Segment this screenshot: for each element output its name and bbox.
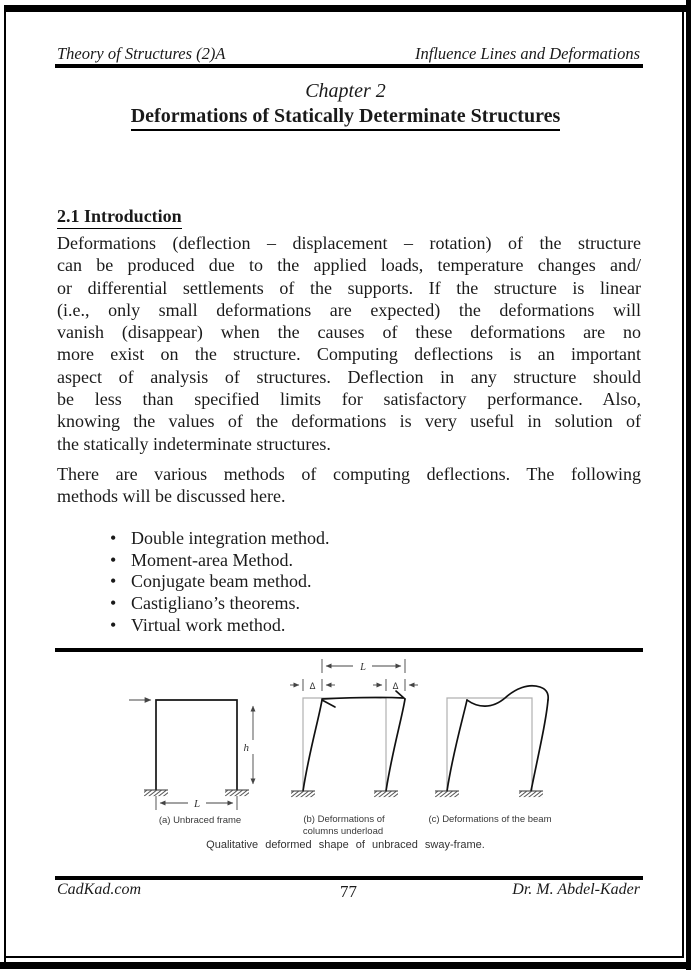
page-border-top <box>4 5 691 12</box>
paragraph-line: Deformations (deflection – displacement – rotation) of the structure <box>57 233 641 253</box>
dim-label-L: L <box>193 798 201 810</box>
paragraph-line: knowing the values of the deformations is very useful in solution of <box>57 411 641 432</box>
fixed-support-icon <box>144 790 168 796</box>
paragraph-line: can be produced due to the applied loads, temperature changes and/ <box>57 255 641 276</box>
paragraph-line: methods will be discussed here. <box>57 486 286 507</box>
bullet-icon: • <box>110 593 117 614</box>
list-item <box>110 593 580 615</box>
methods-list <box>110 528 580 637</box>
list-item <box>110 528 580 550</box>
methods-paragraph <box>57 463 641 508</box>
header-course-title: Theory of Structures (2)A <box>57 44 226 66</box>
page-border-right-outer <box>686 0 691 970</box>
fixed-support-icon <box>225 790 249 796</box>
paragraph-line: or differential settlements of the supports. If the structure is linear <box>57 277 641 298</box>
sub-caption-c: (c) Deformations of the beam <box>428 814 552 825</box>
page-number: 77 <box>340 882 357 901</box>
list-item <box>110 550 580 572</box>
paragraph-line: vanish (disappear) when the causes of these deformations are no <box>57 322 641 343</box>
bullet-icon: • <box>110 528 117 548</box>
chapter-label: Chapter 2 <box>305 80 386 102</box>
list-item-text: Castigliano’s theorems. <box>131 593 300 614</box>
bullet-icon: • <box>110 549 117 570</box>
page-title <box>0 105 691 131</box>
footer-author: Dr. M. Abdel-Kader <box>512 881 640 898</box>
paragraph-line: the statically indeterminate structures. <box>57 433 331 454</box>
page-title-text: Deformations of Statically Determinate Structures <box>131 105 561 131</box>
fixed-support-icon <box>291 791 315 797</box>
footer-site: CadKad.com <box>57 881 141 898</box>
frame-a-diagram <box>129 700 253 826</box>
section-heading: 2.1 Introduction <box>57 206 182 229</box>
paragraph-line: more exist on the structure. Computing deflections is an important <box>57 344 641 365</box>
list-item-text: Virtual work method. <box>131 614 286 635</box>
page-footer <box>57 881 640 901</box>
intro-paragraph <box>57 232 641 455</box>
paragraph-line: be less than specified limits for satisfactory performance. Also, <box>57 389 641 410</box>
figure-caption: Qualitative deformed shape of unbraced sway-frame. <box>206 839 485 851</box>
sub-caption-a: (a) Unbraced frame <box>158 815 242 826</box>
footer-rule <box>55 876 643 880</box>
bullet-icon: • <box>110 571 117 592</box>
header-chapter-topic: Influence Lines and Deformations <box>415 44 640 66</box>
sub-caption-b-line2: columns underload <box>302 826 384 837</box>
dim-label-L: L <box>360 662 366 673</box>
dim-label-delta: Δ <box>309 682 316 692</box>
paragraph-line: aspect of analysis of structures. Deflection in any structure should <box>57 366 641 387</box>
dim-label-delta: Δ <box>392 682 399 692</box>
fixed-support-icon <box>435 791 459 797</box>
page-border-left <box>4 5 6 962</box>
page-border-right-inner <box>682 5 684 958</box>
list-item <box>110 571 580 593</box>
frame-c-diagram <box>428 686 551 825</box>
figure-top-rule <box>55 648 643 652</box>
list-item-text: Conjugate beam method. <box>131 571 312 592</box>
list-item-text: Double integration method. <box>131 528 330 548</box>
frame-b-diagram <box>290 659 418 837</box>
list-item-text: Moment-area Method. <box>131 549 293 570</box>
paragraph-line: There are various methods of computing deflections. The following <box>57 464 641 484</box>
sub-caption-b-line1: (b) Deformations of <box>303 814 385 825</box>
page-border-bottom-inner <box>4 956 682 958</box>
paragraph-line: (i.e., only small deformations are expected) the deformations will <box>57 299 641 320</box>
list-item <box>110 615 580 637</box>
fixed-support-icon <box>374 791 398 797</box>
page-border-bottom-outer <box>0 962 691 969</box>
bullet-icon: • <box>110 614 117 635</box>
dim-label-h: h <box>243 742 249 754</box>
running-header <box>57 44 640 66</box>
header-rule <box>55 64 643 68</box>
sway-frame-figure <box>55 652 645 838</box>
fixed-support-icon <box>519 791 543 797</box>
